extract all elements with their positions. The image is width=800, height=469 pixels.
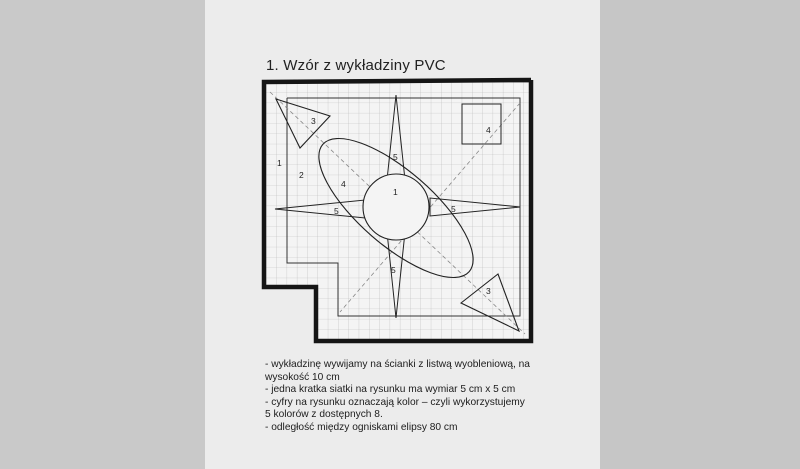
label-field-3-bottom: 3 [486, 286, 491, 296]
central-circle-field-1 [363, 174, 429, 240]
note-line: - jedna kratka siatki na rysunku ma wymiar 5 cm x 5 cm [265, 384, 516, 396]
page-title: 1. Wzór z wykładziny PVC [266, 57, 446, 74]
label-field-5-left: 5 [334, 206, 339, 216]
note-line: 5 kolorów z dostępnych 8. [265, 409, 383, 421]
label-field-1-border: 1 [277, 158, 282, 168]
label-field-4-ellipse: 4 [341, 179, 346, 189]
label-field-1-center: 1 [393, 187, 398, 197]
label-field-2: 2 [299, 170, 304, 180]
label-field-5-right: 5 [451, 204, 456, 214]
notes-list [265, 359, 600, 435]
note-line: - odległość między ogniskami elipsy 80 cm [265, 421, 458, 433]
label-field-5-bottom: 5 [391, 265, 396, 275]
note-line: wysokość 10 cm [265, 371, 340, 383]
label-field-4-square: 4 [486, 125, 491, 135]
label-field-5-top: 5 [393, 152, 398, 162]
label-field-3-top: 3 [311, 116, 316, 126]
note-line: - wykładzinę wywijamy na ścianki z listwą wyobleniową, na [265, 359, 530, 370]
note-line: - cyfry na rysunku oznaczają kolor – czyli wykorzystujemy [265, 396, 525, 408]
